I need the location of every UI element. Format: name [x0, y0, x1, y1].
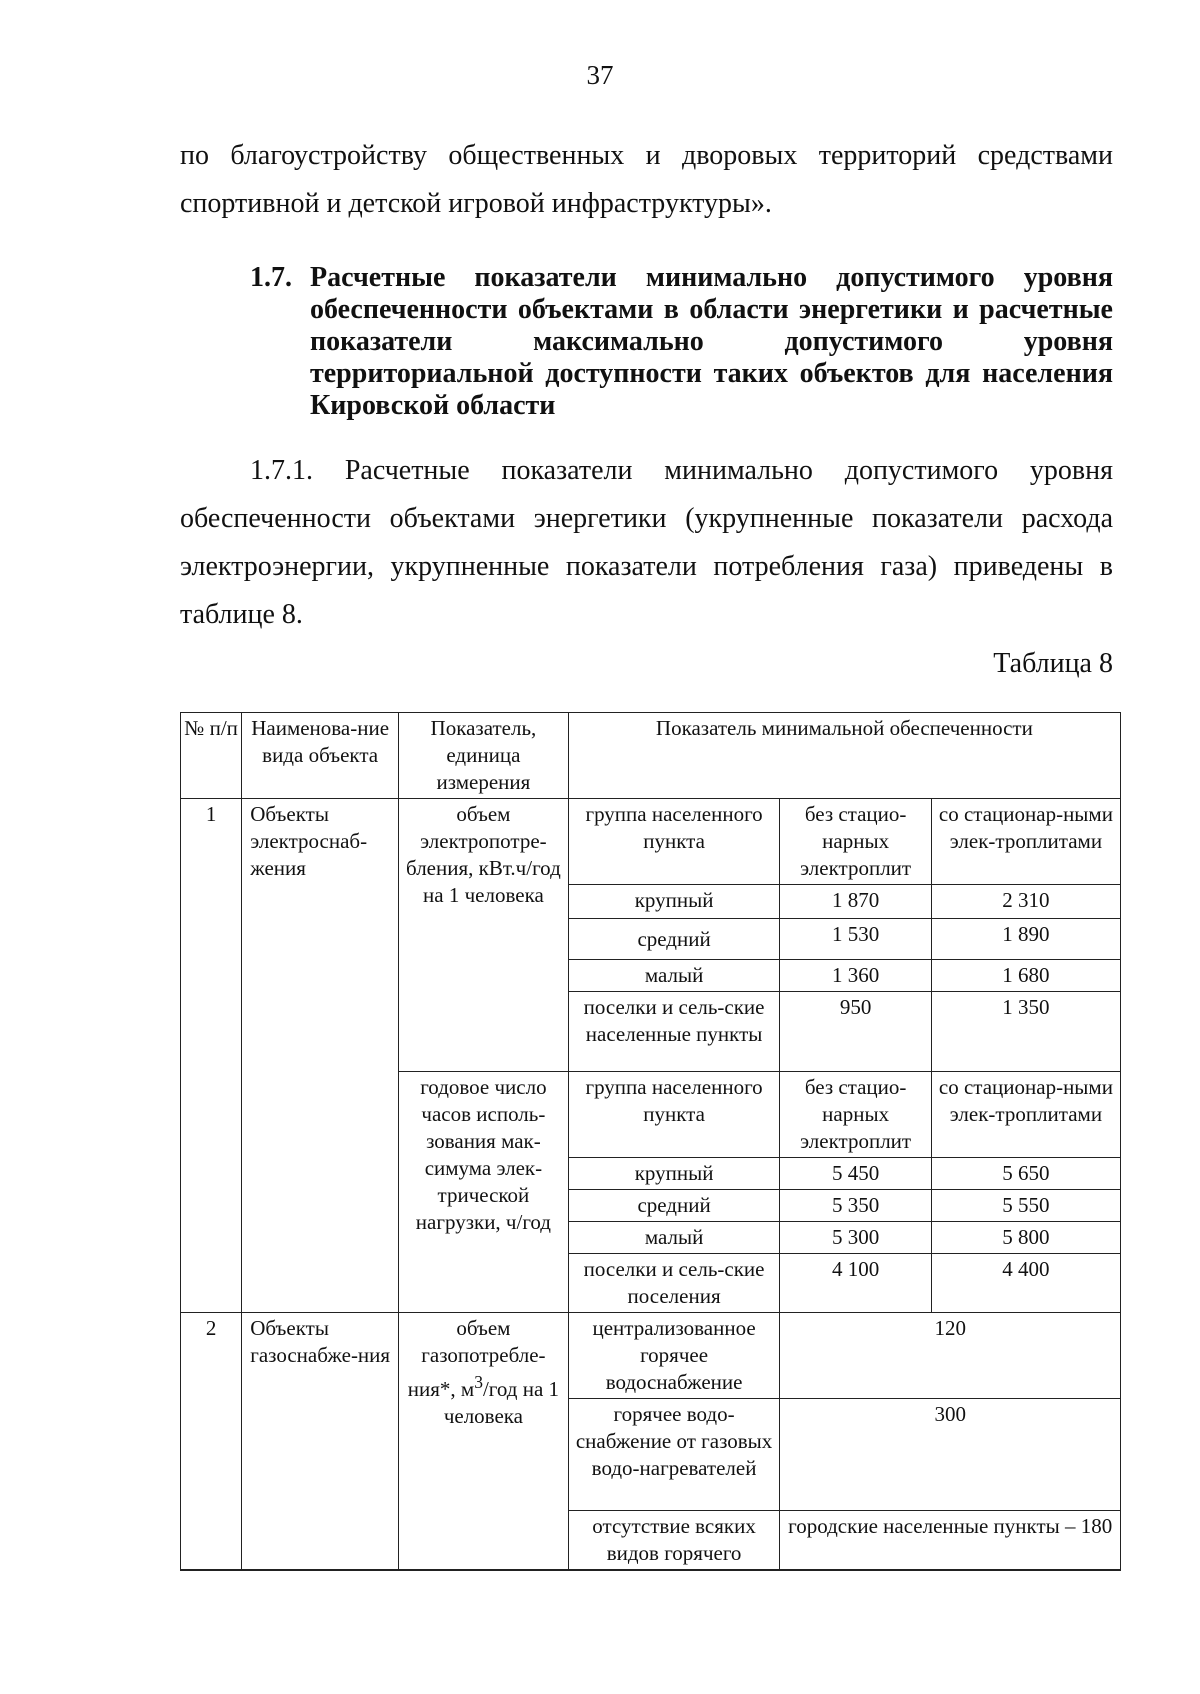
row2-indicator: объем газопотребле-ния*, $м^3$/год на 1 человека [399, 1313, 569, 1571]
cell-with: 5 650 [931, 1158, 1120, 1190]
cell-with: 1 350 [931, 992, 1120, 1072]
cell-group: малый [568, 1222, 780, 1254]
cell-gas-value: 300 [780, 1399, 1121, 1511]
row1-object-name: Объекты электроснаб-жения [242, 799, 399, 1313]
row2-number: 2 [181, 1313, 242, 1571]
subheader-with-stoves: со стационар-ными элек-троплитами [931, 799, 1120, 885]
table-header-row [181, 713, 1121, 799]
cell-without: 950 [780, 992, 931, 1072]
subheader-with-stoves: со стационар-ными элек-троплитами [931, 1072, 1120, 1158]
cell-without: 5 350 [780, 1190, 931, 1222]
cell-without: 1 360 [780, 960, 931, 992]
subheader-group: группа населенного пункта [568, 799, 780, 885]
cell-gas-value: 120 [780, 1313, 1121, 1399]
section-heading-number: 1.7. [250, 262, 292, 293]
cell-group: поселки и сель-ские поселения [568, 1254, 780, 1313]
page-number: 37 [586, 60, 614, 90]
subheader-group: группа населенного пункта [568, 1072, 780, 1158]
cell-hot-water-type: отсутствие всяких видов горячего [568, 1511, 780, 1571]
paragraph-continuation: по благоустройству общественных и дворовых территорий средствами спортивной и детской игровой инфраструктуры». [180, 140, 1113, 219]
cell-group: малый [568, 960, 780, 992]
header-object-name: Наименова-ние вида объекта [242, 713, 399, 799]
table-caption: Таблица 8 [993, 648, 1113, 679]
header-indicator: Показатель, единица измерения [399, 713, 569, 799]
section-heading [250, 262, 1113, 422]
paragraph-1-7-1: 1.7.1. Расчетные показатели минимально допустимого уровня обеспеченности объектами энергетики (укрупненные показатели расхода электроэнергии, укрупненные показатели потребления газа) приведены в таблице 8. [180, 455, 1113, 630]
section-heading-text: Расчетные показатели минимально допустимого уровня обеспеченности объектами в области энергетики и расчетные показатели максимально допустимого уровня территориальной доступности таких объектов для населения Кировской области [310, 262, 1113, 421]
cell-with: 1 890 [931, 919, 1120, 960]
row2-object-name: Объекты газоснабже-ния [242, 1313, 399, 1571]
subheader-without-stoves: без стацио-нарных электроплит [780, 1072, 931, 1158]
cell-group: крупный [568, 885, 780, 919]
row1-number: 1 [181, 799, 242, 1313]
table-row [181, 799, 1121, 885]
row1-indicator-hours: годовое число часов исполь-зования мак-симума элек-трической нагрузки, ч/год [399, 1072, 569, 1313]
cell-with: 2 310 [931, 885, 1120, 919]
cell-group: средний [568, 919, 780, 960]
header-number: № п/п [181, 713, 242, 799]
cell-without: 1 530 [780, 919, 931, 960]
cell-group: крупный [568, 1158, 780, 1190]
cell-without: 5 450 [780, 1158, 931, 1190]
subheader-without-stoves: без стацио-нарных электроплит [780, 799, 931, 885]
cell-with: 4 400 [931, 1254, 1120, 1313]
cell-with: 1 680 [931, 960, 1120, 992]
cell-group: средний [568, 1190, 780, 1222]
cell-without: 1 870 [780, 885, 931, 919]
row1-indicator-consumption: объем электропотре-бления, кВт.ч/год на 1 человека [399, 799, 569, 1072]
energy-indicators-table [180, 712, 1121, 1571]
cell-without: 4 100 [780, 1254, 931, 1313]
cell-without: 5 300 [780, 1222, 931, 1254]
cell-group: поселки и сель-ские населенные пункты [568, 992, 780, 1072]
cell-hot-water-type: горячее водо-снабжение от газовых водо-нагревателей [568, 1399, 780, 1511]
table-row [181, 1313, 1121, 1399]
cell-hot-water-type: централизованное горячее водоснабжение [568, 1313, 780, 1399]
cell-with: 5 800 [931, 1222, 1120, 1254]
cell-with: 5 550 [931, 1190, 1120, 1222]
cell-gas-value: городские населенные пункты – 180 [780, 1511, 1121, 1571]
header-min-provision: Показатель минимальной обеспеченности [568, 713, 1120, 799]
